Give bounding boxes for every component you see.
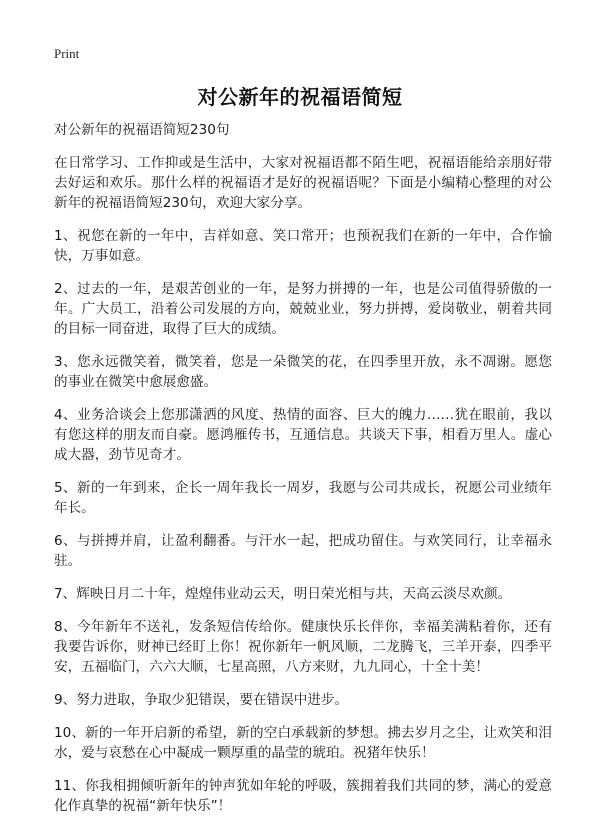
wish-item-9: 9、努力进取，争取少犯错误，要在错误中进步。 xyxy=(54,692,349,708)
wish-item-7: 7、辉映日月二十年，煌煌伟业动云天，明日荣光相与共，天高云淡尽欢颜。 xyxy=(54,586,512,602)
wish-item-10: 10、新的一年开启新的希望，新的空白承载新的梦想。拂去岁月之尘，让欢笑和泪水，爱与哀愁在心中凝成一颗厚重的晶莹的琥珀。祝猪年快乐！ xyxy=(54,725,552,761)
wish-item-3: 3、您永远微笑着，微笑着，您是一朵微笑的花，在四季里开放，永不凋谢。愿您的事业在微笑中愈展愈盛。 xyxy=(54,354,552,390)
document-body xyxy=(54,120,552,829)
wish-item-8: 8、今年新年不送礼，发条短信传给你。健康快乐长伴你，幸福美满粘着你，还有我要告诉你，财神已经盯上你！祝你新年一帆风顺，二龙腾飞，三羊开泰，四季平安，五福临门，六六大顺，七星高照，八方来财，九九同心，十全十美！ xyxy=(54,619,552,675)
wish-item-6: 6、与拼搏并肩，让盈利翻番。与汗水一起，把成功留住。与欢笑同行，让幸福永驻。 xyxy=(54,533,552,569)
wish-item-11: 11、你我相拥倾听新年的钟声犹如年轮的呼吸，簇拥着我们共同的梦，满心的爱意化作真挚的祝福“新年快乐”！ xyxy=(54,778,552,814)
page-title: 对公新年的祝福语简短 xyxy=(197,85,403,109)
intro-paragraph: 在日常学习、工作抑或是生活中，大家对祝福语都不陌生吧，祝福语能给亲朋好带去好运和欢乐。那什么样的祝福语才是好的祝福语呢？下面是小编精心整理的对公新年的祝福语简短230句，欢迎大家分享。 xyxy=(54,155,552,211)
print-link[interactable]: Print xyxy=(54,46,80,61)
wish-item-5: 5、新的一年到来，企长一周年我长一周岁，我愿与公司共成长，祝愿公司业绩年年长。 xyxy=(54,480,552,516)
wish-item-4: 4、业务洽谈会上您那潇洒的风度、热情的面容、巨大的魄力……犹在眼前，我以有您这样的朋友而自豪。愿鸿雁传书，互通信息。共谈天下事，相看万里人。虚心成大器，劲节见奇才。 xyxy=(54,407,552,463)
document-subtitle: 对公新年的祝福语简短230句 xyxy=(54,122,230,138)
wish-item-1: 1、祝您在新的一年中，吉祥如意、笑口常开；也预祝我们在新的一年中，合作愉快，万事如意。 xyxy=(54,228,552,264)
wish-item-2: 2、过去的一年，是艰苦创业的一年，是努力拼搏的一年，也是公司值得骄傲的一年。广大员工，沿着公司发展的方向，兢兢业业，努力拼搏，爱岗敬业，朝着共同的目标一同奋进，取得了巨大的成绩。 xyxy=(54,281,552,337)
